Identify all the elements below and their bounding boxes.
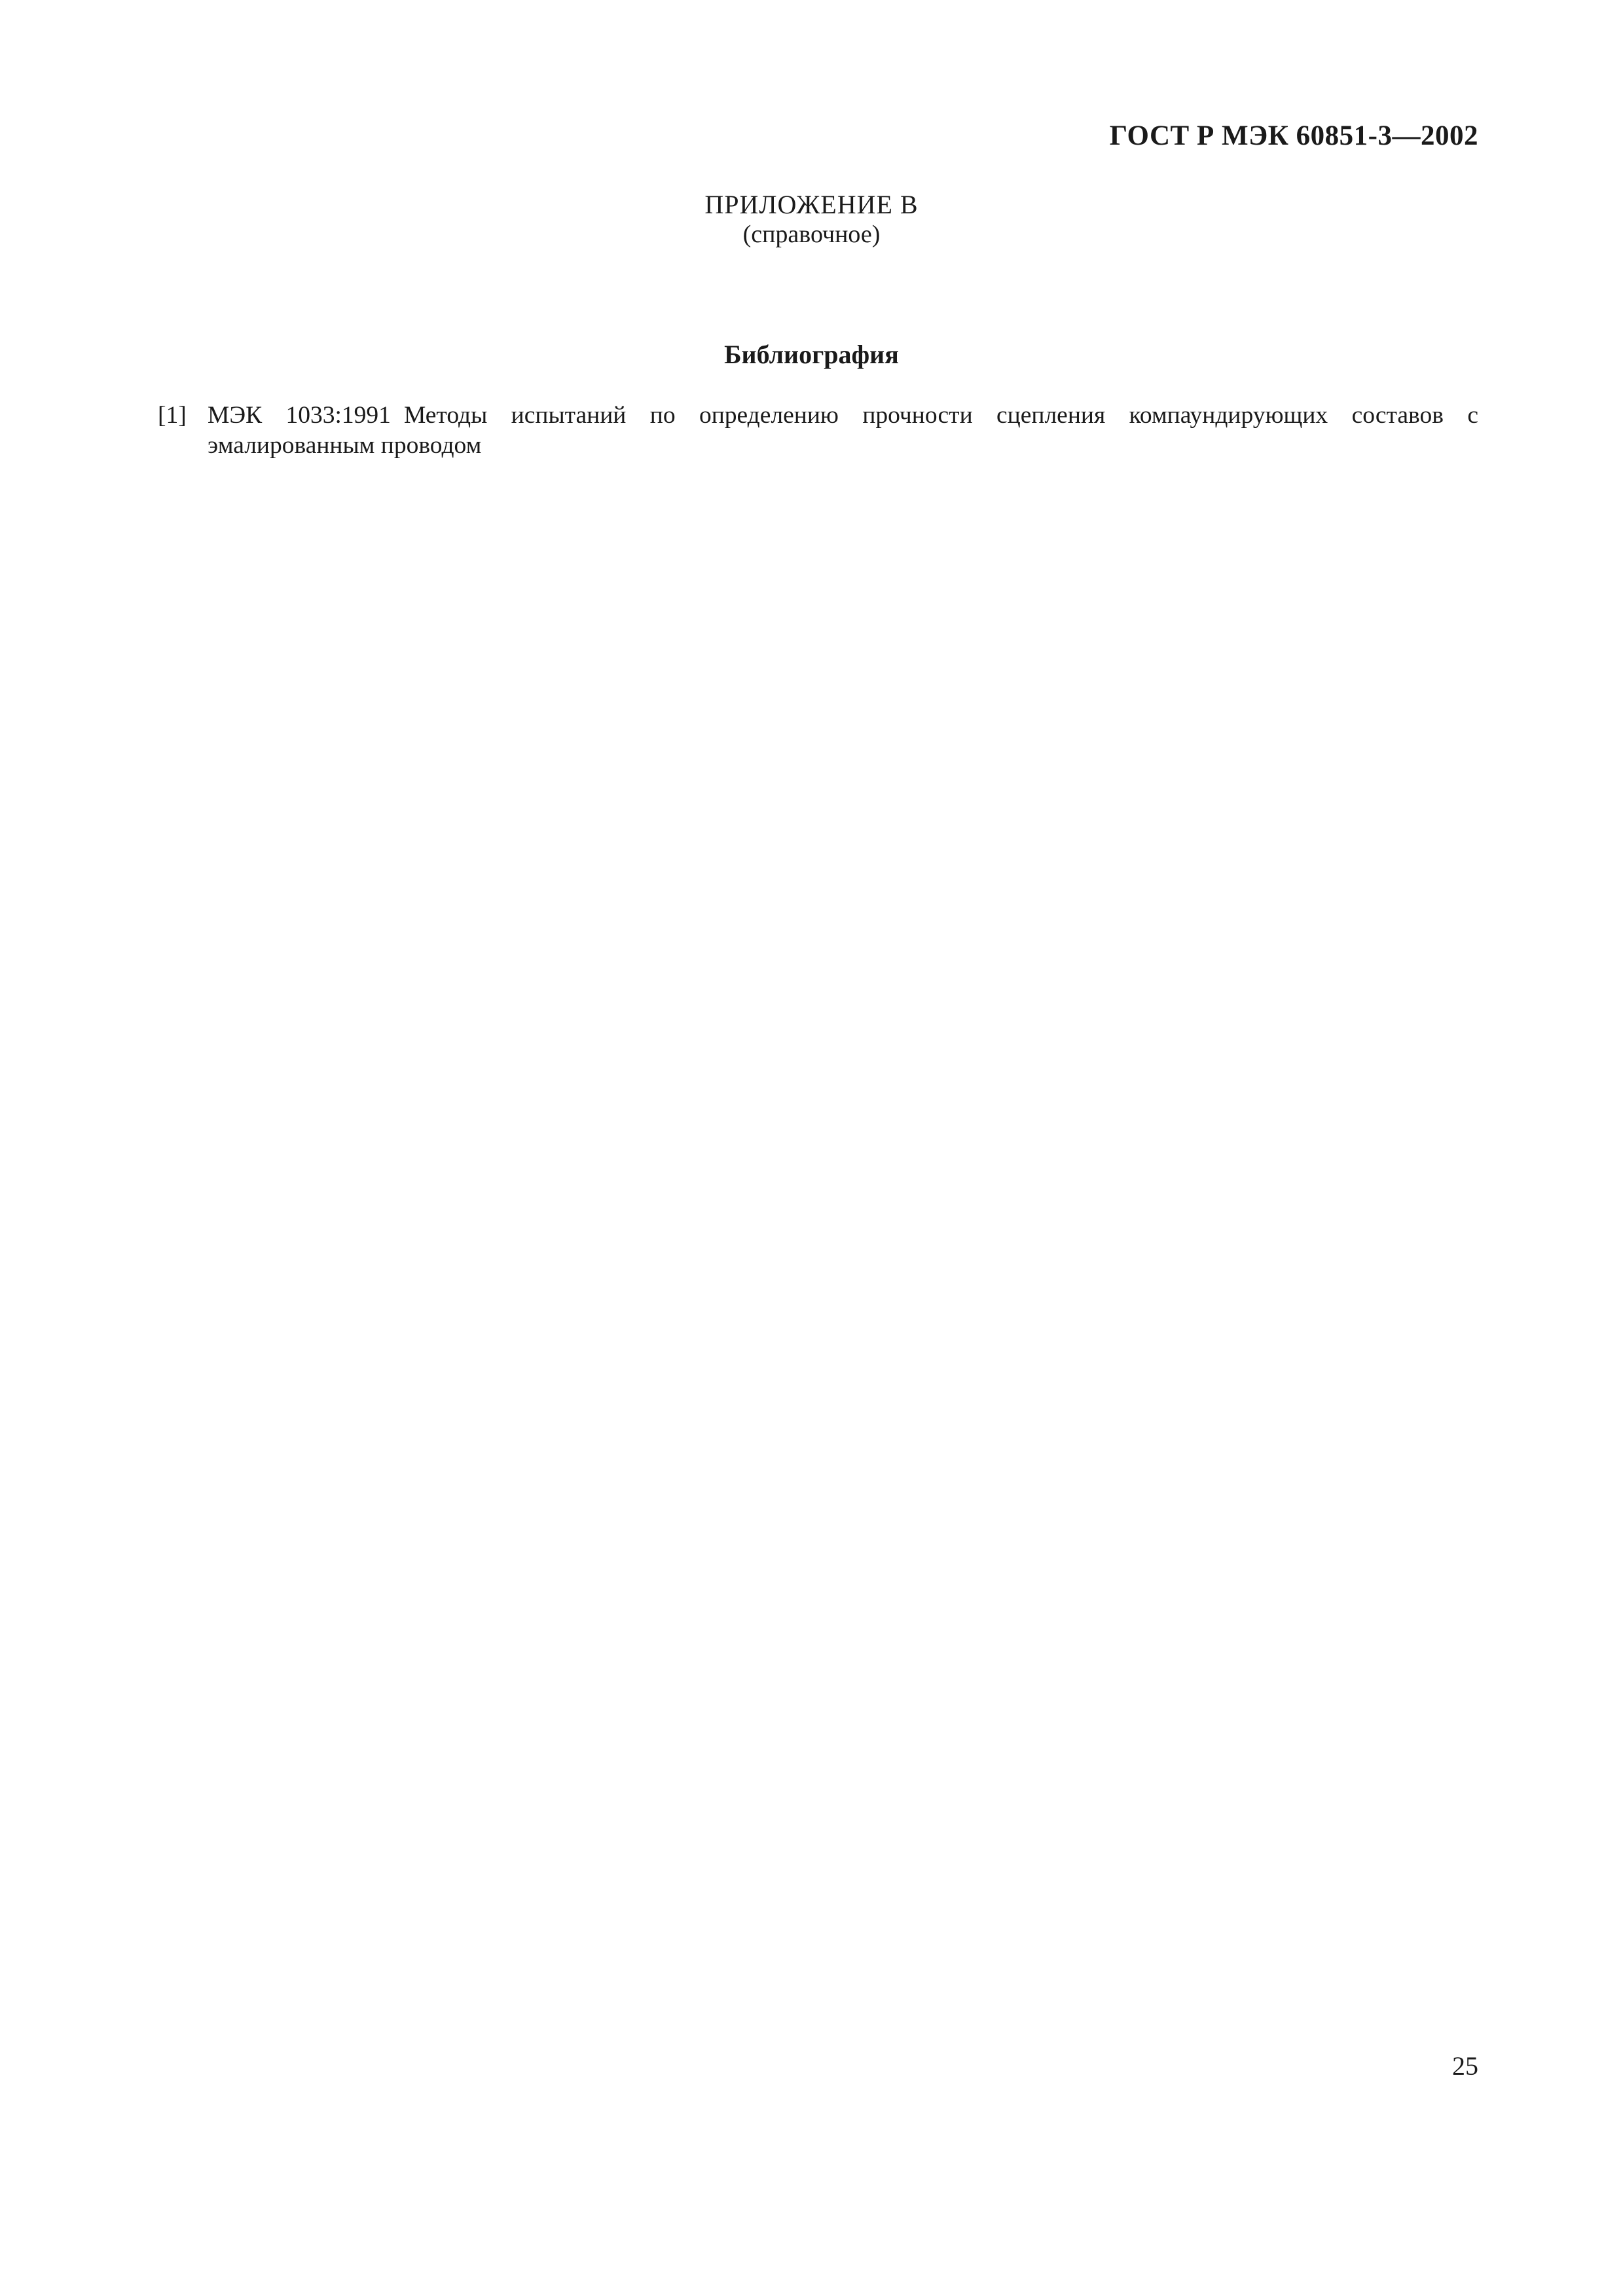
- bibliography-title: Библиография: [724, 340, 899, 369]
- bibliography-entry-code: МЭК 1033:1991: [208, 402, 391, 429]
- bibliography-entry-body: [158, 401, 1478, 461]
- page-number: 25: [1452, 2051, 1478, 2081]
- bibliography-entry-number: [1]: [158, 402, 187, 429]
- bibliography-entry: [158, 401, 1478, 461]
- bibliography-list: [158, 401, 1478, 461]
- appendix-subtitle: (справочное): [742, 221, 881, 248]
- appendix-heading: [0, 190, 1623, 249]
- standard-code-header: ГОСТ Р МЭК 60851-3—2002: [1109, 120, 1478, 151]
- appendix-title: ПРИЛОЖЕНИЕ В: [704, 190, 919, 219]
- bibliography-entry-title: Методы испытаний по определению прочности сцепления компаундирующих составов с эмалированным проводом: [208, 402, 1478, 459]
